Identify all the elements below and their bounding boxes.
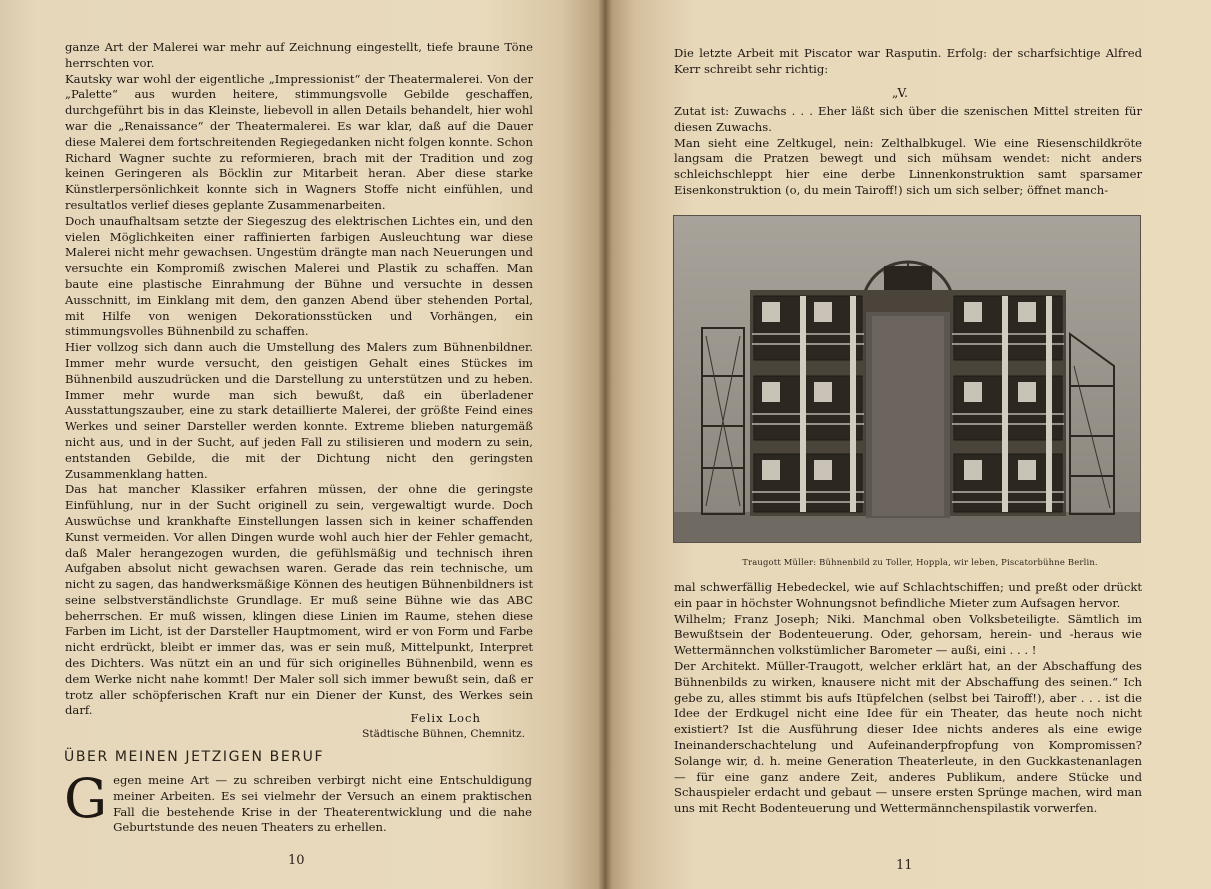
paragraph: Der Architekt. Müller-Traugott, welcher erklärt hat, an der Abschaffung des Bühnenbilds zu wirken, knausere nicht mit der Abschaffung des seinen.“ Ich gebe zu, alles stimmt bis aufs Itüpfelchen (selbst bei Tairoff!), aber . . . ist die Idee der Erdkugel nicht eine Idee für ein Theater, das heute noch nicht existiert? Ist die Ausführung dieser Idee nichts anderes als eine ewige Ineinanderschachtelung und Aufeinanderpfropfung von Kompromissen? Solange wir, d. h. meine Generation Theaterleute, in den Guckkastenanlagen — für eine ganz andere Zeit, anderes Publikum, andere Stücke und Schauspieler erdacht und gebaut — unsere ersten Sprünge machen, wird man uns mit Recht Bodenteuerung und Wettermännchenspilastik vorwerfen. (674, 658, 1142, 816)
paragraph: mal schwerfällig Hebedeckel, wie auf Schlachtschiffen; und preßt oder drückt ein paar in höchster Wohnungsnot befindliche Mieter zum Aufsagen hervor. (674, 580, 1142, 610)
section-heading: ÜBER MEINEN JETZIGEN BERUF (64, 749, 325, 765)
author-name: Felix Loch (410, 711, 481, 725)
paragraph: Doch unaufhaltsam setzte der Siegeszug des elektrischen Lichtes ein, und den vielen Möglichkeiten einer raffinierten farbigen Ausleuchtung war diese Malerei nicht mehr gewachsen. Ungestüm drängte man nach Neuerungen und versuchte ein Kompromiß zwischen Malerei und Plastik zu schaffen. Man baute eine plastische Einrahmung der Bühne und versuchte in dessen Ausschnitt, im Einklang mit dem, den ganzen Abend über stehenden Portal, mit Hilfe von wenigen Dekorationsstücken und Vorhängen, ein stimmungsvolles Bühnenbild zu schaffen. (65, 213, 533, 339)
paragraph: Kautsky war wohl der eigentliche „Impressionist“ der Theatermalerei. Von der „Palette“ aus wurden heitere, stimmungsvolle Gebilde geschaffen, durchgeführt bis in das Kleinste, liebevoll in allen Details behandelt, hier wohl war die „Renaissance“ der Theatermalerei. Es war klar, daß auf die Dauer diese Malerei dem fortschreitenden Regiegedanken nicht folgen konnte. Schon Richard Wagner suchte zu reformieren, brach mit der Tradition und zog keinen Geringeren als Böcklin zur Mitarbeit heran. Aber diese starke Künstlerpersönlichkeit konnte sich in Wagners Stoffe nicht einfühlen, und resultatlos verlief dieses geplante Zusammenarbeiten. (65, 71, 533, 212)
paragraph: Hier vollzog sich dann auch die Umstellung des Malers zum Bühnenbildner. Immer mehr wurde versucht, den geistigen Gehalt eines Stückes im Bühnenbild auszudrücken und die Darstellung zu unterstützen und zu heben. Immer mehr wurde man sich bewußt, daß ein überladener Ausstattungszauber, eine zu stark detaillierte Malerei, der größte Feind eines Werkes und seiner Darsteller werden konnte. Extreme blieben naturgemäß nicht aus, und in der Sucht, auf jeden Fall zu stilisieren und modern zu sein, entstanden Gebilde, die mit der Dichtung nicht den geringsten Zusammenklang hatten. (65, 340, 533, 481)
stage-set-illustration (674, 216, 1140, 542)
paragraph: ganze Art der Malerei war mehr auf Zeichnung eingestellt, tiefe braune Töne herrschten vor. (65, 40, 533, 70)
right-page-quote (674, 104, 1142, 199)
essay-intro (64, 767, 532, 836)
paragraph: Wilhelm; Franz Joseph; Niki. Manchmal oben Volksbeteiligte. Sämtlich im Bewußtsein der Bodenteuerung. Oder, gehorsam, herein- und -heraus wie Wettermännchen volkstümlicher Barometer — außi, eini . . . ! (674, 611, 1142, 658)
paragraph: Die letzte Arbeit mit Piscator war Rasputin. Erfolg: der scharfsichtige Alfred Kerr schreibt sehr richtig: (674, 46, 1142, 76)
figure-caption: Traugott Müller: Bühnenbild zu Toller, Hoppla, wir leben, Piscatorbühne Berlin. (742, 557, 1098, 567)
essay-text: egen meine Art — zu schreiben verbirgt nicht eine Entschuldigung meiner Arbeiten. Es sei vielmehr der Versuch an einem praktischen Fall die bestehende Krise in der Theaterentwicklung und die nahe Geburtstunde des neuen Theaters zu erhellen. (113, 773, 532, 835)
right-page-body (674, 580, 1142, 817)
quote-opening: „V. (892, 86, 908, 100)
paragraph: Das hat mancher Klassiker erfahren müssen, der ohne die geringste Einfühlung, nur in der Sucht originell zu sein, vergewaltigt wurde. Doch Auswüchse und krankhafte Einstellungen lassen sich in keiner schaffenden Kunst vermeiden. Vor allen Dingen wurde wohl auch hier der Fehler gemacht, daß Maler herangezogen wurden, die gefühlsmäßig und technisch ihren Aufgaben absolut nicht gewachsen waren. Gerade das rein technische, um nicht zu sagen, das handwerksmäßige Können des heutigen Bühnenbildners ist seine selbstverständlichste Grundlage. Er muß seine Bühne wie das ABC beherrschen. Er muß wissen, klingen diese Linien im Raume, stehen diese Farben im Licht, ist der Darsteller Hauptmoment, wird er von Form und Farbe nicht erdrückt, bleibt er immer das, was er sein muß, Mittelpunkt, Interpret des Dichters. Was nützt ein an und für sich originelles Bühnenbild, wenn es dem Werke nicht nahe kommt! Der Maler soll sich immer bewußt sein, daß er trotz aller schöpferischen Kraft nur ein Diener der Kunst, des Werkes sein darf. (65, 482, 533, 718)
left-page-body (65, 40, 533, 719)
paragraph: Zutat ist: Zuwachs . . . Eher läßt sich über die szenischen Mittel streiten für diesen Zuwachs. (674, 104, 1142, 134)
paragraph: Man sieht eine Zeltkugel, nein: Zelthalbkugel. Wie eine Riesenschildkröte langsam die Pratzen bewegt und sich mühsam wendet: nicht anders schleichschleppt hier eine derbe Linnenkonstruktion samt sparsamer Eisenkonstruktion (o, du mein Tairoff!) sich um sich selber; öffnet manch- (674, 135, 1142, 197)
left-page (0, 0, 604, 889)
right-page (604, 0, 1211, 889)
drop-cap: G (64, 767, 108, 830)
stage-set-photograph (673, 215, 1141, 543)
page-number-right: 11 (896, 858, 913, 873)
author-signature (360, 711, 535, 743)
author-affiliation: Städtische Bühnen, Chemnitz. (362, 727, 525, 740)
page-number-left: 10 (288, 853, 305, 868)
right-page-intro (674, 46, 1142, 78)
